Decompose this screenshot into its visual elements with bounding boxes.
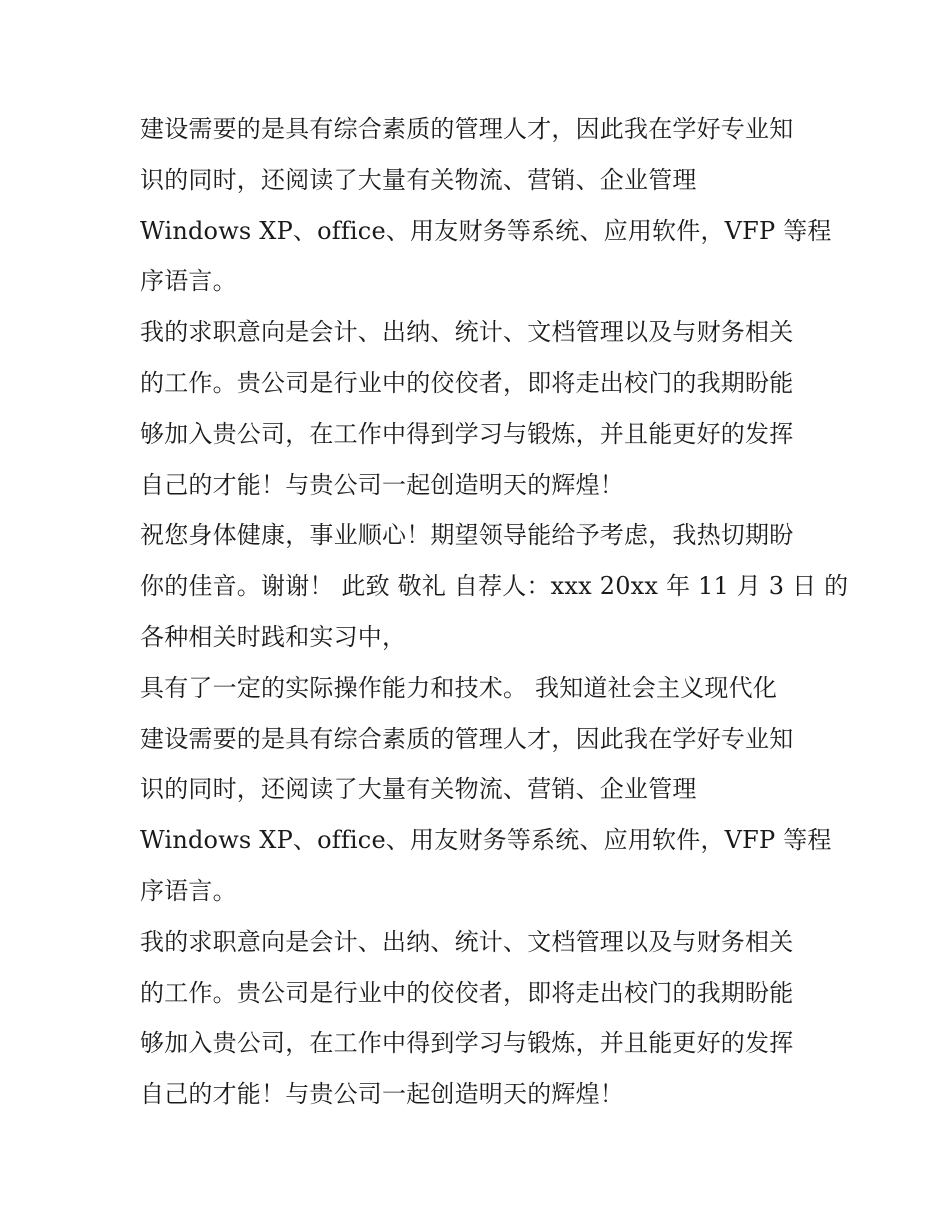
text-line-20: 自己的才能！与贵公司一起创造明天的辉煌！	[140, 1080, 624, 1109]
text-line-1: 建设需要的是具有综合素质的管理人才，因此我在学好专业知	[140, 115, 794, 143]
text-line-2: 识的同时，还阅读了大量有关物流、营销、企业管理	[140, 165, 697, 194]
text-line-4: 序语言。	[140, 267, 237, 296]
text-line-8: 自己的才能！与贵公司一起创造明天的辉煌！	[140, 470, 624, 499]
document-body	[140, 104, 849, 1120]
text-line-18: 的工作。贵公司是行业中的佼佼者，即将走出校门的我期盼能	[140, 978, 794, 1007]
text-line-6: 的工作。贵公司是行业中的佼佼者，即将走出校门的我期盼能	[140, 368, 794, 397]
text-line-7: 够加入贵公司，在工作中得到学习与锻炼，并且能更好的发挥	[140, 419, 794, 448]
text-line-16: 序语言。	[140, 876, 237, 905]
text-line-11: 各种相关时践和实习中，	[140, 622, 407, 651]
text-line-15: Windows XP、office、用友财务等系统、应用软件，VFP 等程	[140, 826, 832, 855]
text-line-12: 具有了一定的实际操作能力和技术。 我知道社会主义现代化	[140, 673, 778, 702]
text-line-19: 够加入贵公司，在工作中得到学习与锻炼，并且能更好的发挥	[140, 1029, 794, 1058]
text-line-9: 祝您身体健康，事业顺心！期望领导能给予考虑，我热切期盼	[140, 521, 794, 550]
text-line-10: 你的佳音。谢谢！ 此致 敬礼 自荐人：xxx 20xx 年 11 月 3 日 的	[140, 572, 849, 601]
text-line-13: 建设需要的是具有综合素质的管理人才，因此我在学好专业知	[140, 724, 794, 753]
text-line-3: Windows XP、office、用友财务等系统、应用软件，VFP 等程	[140, 216, 832, 245]
text-line-5: 我的求职意向是会计、出纳、统计、文档管理以及与财务相关	[140, 318, 794, 347]
text-line-14: 识的同时，还阅读了大量有关物流、营销、企业管理	[140, 775, 697, 804]
text-line-17: 我的求职意向是会计、出纳、统计、文档管理以及与财务相关	[140, 927, 794, 956]
